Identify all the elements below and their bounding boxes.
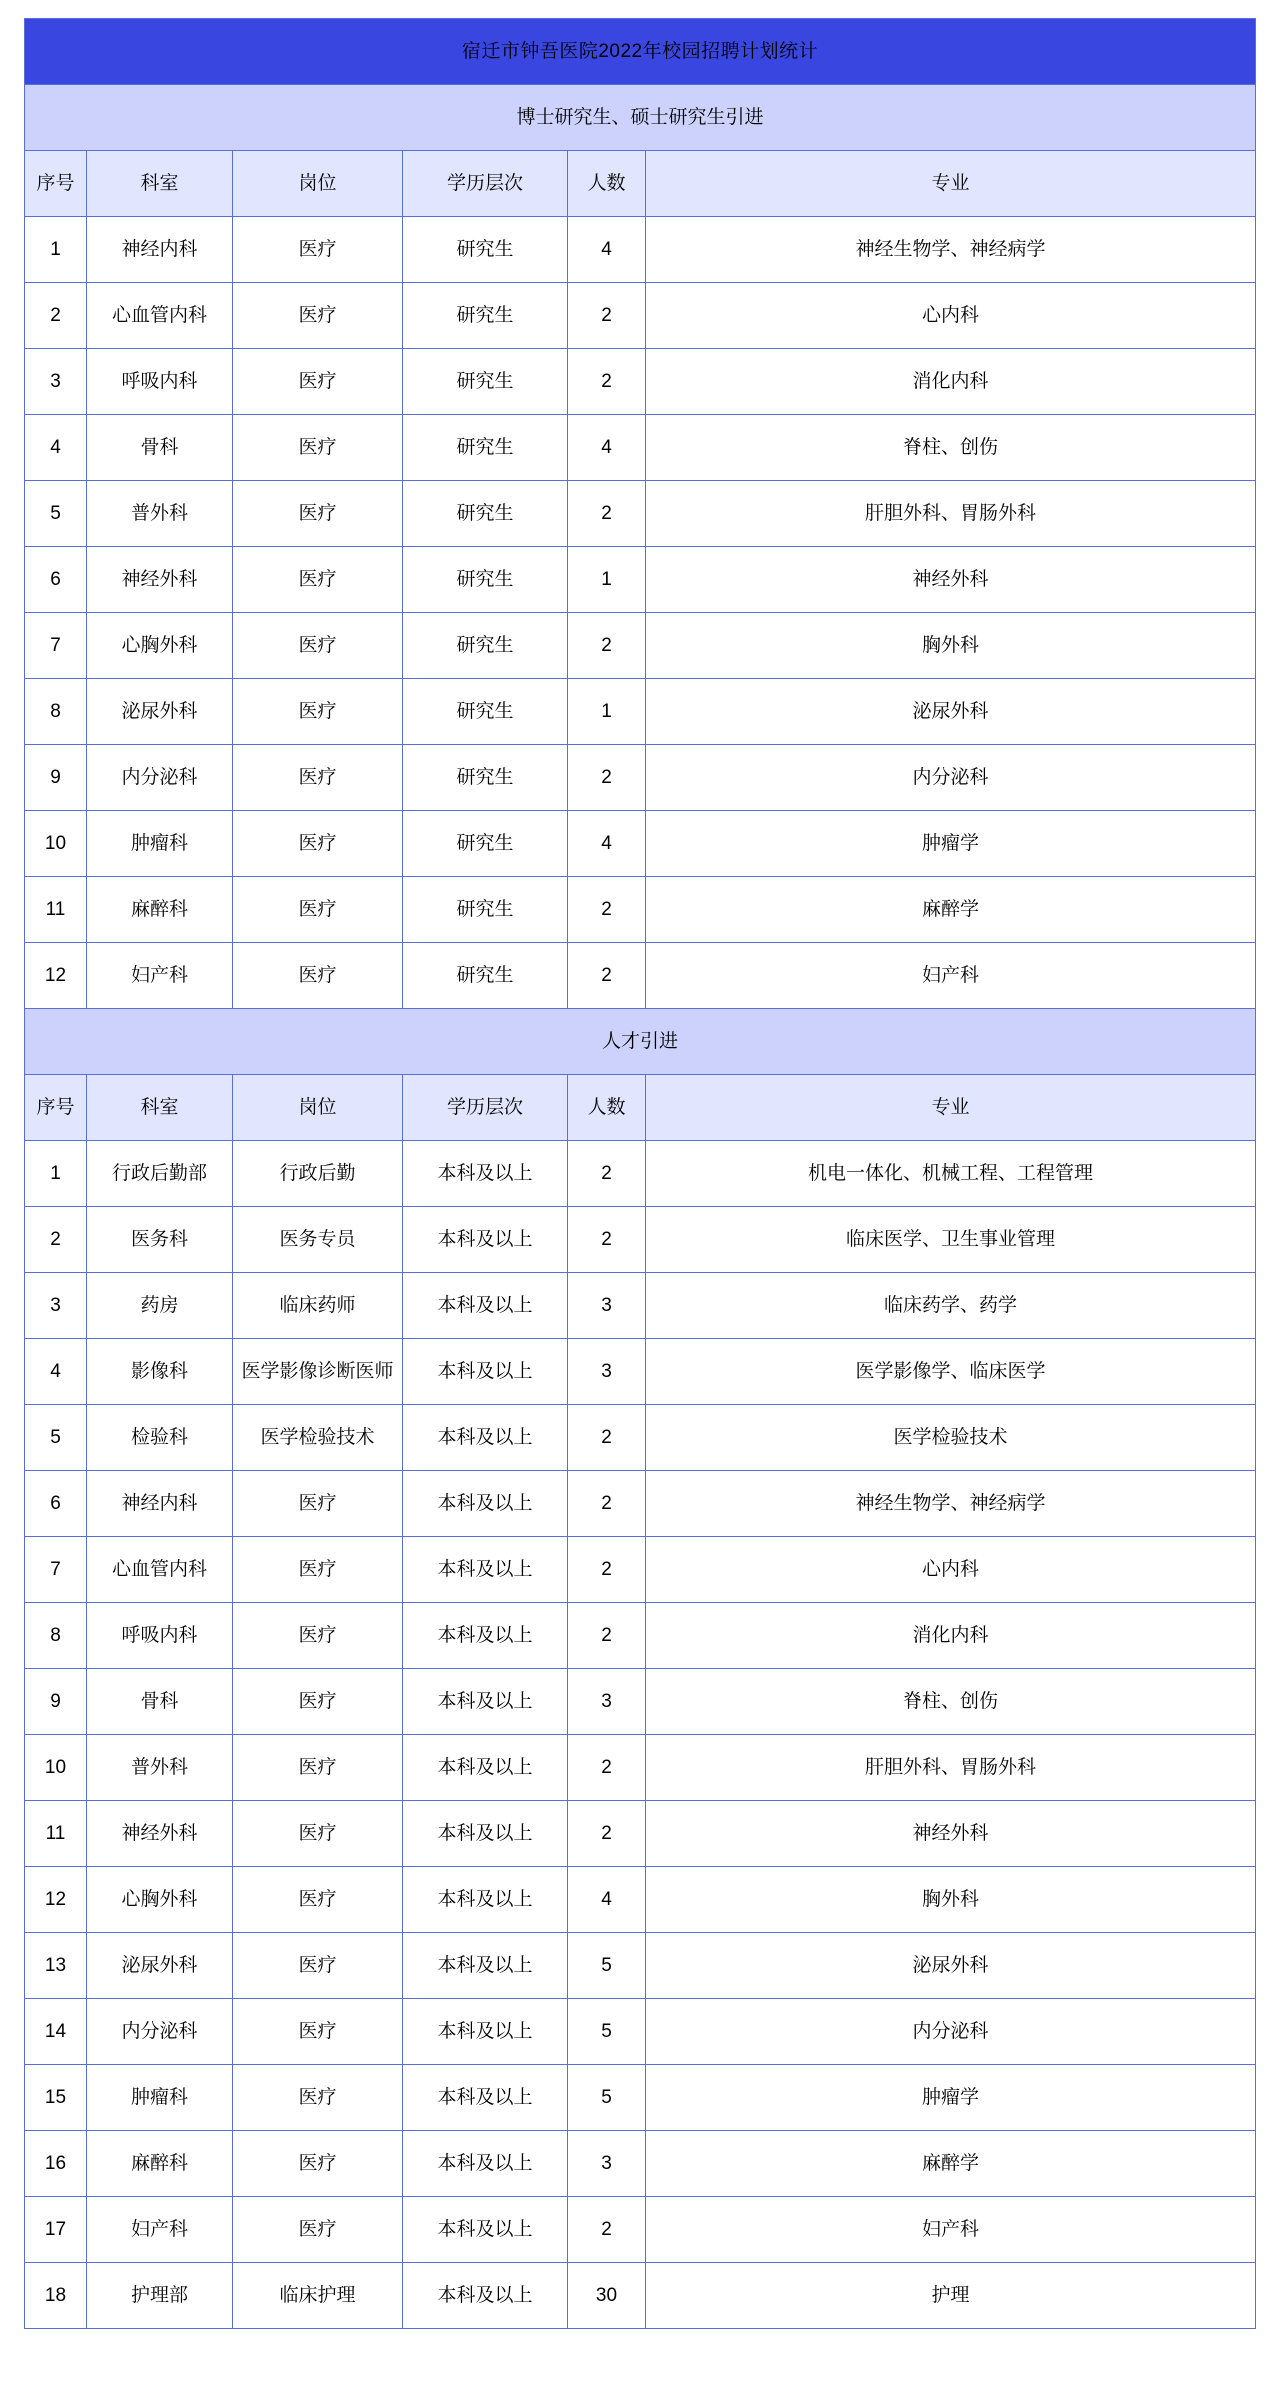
cell-headcount: 4 bbox=[568, 415, 646, 481]
cell-position: 临床护理 bbox=[233, 2263, 403, 2329]
table-row bbox=[25, 2197, 1256, 2263]
cell-index: 7 bbox=[25, 613, 87, 679]
cell-headcount: 2 bbox=[568, 2197, 646, 2263]
table-row bbox=[25, 1933, 1256, 1999]
cell-education: 研究生 bbox=[403, 283, 568, 349]
cell-index: 7 bbox=[25, 1537, 87, 1603]
cell-department: 呼吸内科 bbox=[87, 349, 233, 415]
table-row bbox=[25, 481, 1256, 547]
section-heading-row bbox=[25, 85, 1256, 151]
cell-headcount: 2 bbox=[568, 349, 646, 415]
cell-education: 本科及以上 bbox=[403, 1669, 568, 1735]
cell-department: 肿瘤科 bbox=[87, 2065, 233, 2131]
cell-education: 本科及以上 bbox=[403, 1471, 568, 1537]
table-row bbox=[25, 415, 1256, 481]
cell-index: 4 bbox=[25, 1339, 87, 1405]
cell-position: 医疗 bbox=[233, 547, 403, 613]
cell-department: 护理部 bbox=[87, 2263, 233, 2329]
cell-index: 12 bbox=[25, 1867, 87, 1933]
cell-major: 胸外科 bbox=[646, 613, 1256, 679]
cell-headcount: 5 bbox=[568, 1933, 646, 1999]
cell-education: 研究生 bbox=[403, 613, 568, 679]
column-header: 岗位 bbox=[233, 1075, 403, 1141]
table-row bbox=[25, 283, 1256, 349]
table-row bbox=[25, 1405, 1256, 1471]
cell-index: 6 bbox=[25, 1471, 87, 1537]
cell-education: 本科及以上 bbox=[403, 1801, 568, 1867]
cell-major: 脊柱、创伤 bbox=[646, 1669, 1256, 1735]
cell-headcount: 1 bbox=[568, 547, 646, 613]
cell-headcount: 2 bbox=[568, 1735, 646, 1801]
cell-position: 医疗 bbox=[233, 1933, 403, 1999]
column-header: 序号 bbox=[25, 151, 87, 217]
cell-headcount: 2 bbox=[568, 943, 646, 1009]
cell-department: 肿瘤科 bbox=[87, 811, 233, 877]
cell-index: 11 bbox=[25, 877, 87, 943]
table-row bbox=[25, 1867, 1256, 1933]
cell-position: 医疗 bbox=[233, 1801, 403, 1867]
cell-position: 医疗 bbox=[233, 943, 403, 1009]
cell-index: 14 bbox=[25, 1999, 87, 2065]
cell-major: 消化内科 bbox=[646, 1603, 1256, 1669]
cell-index: 9 bbox=[25, 1669, 87, 1735]
cell-headcount: 4 bbox=[568, 811, 646, 877]
cell-headcount: 3 bbox=[568, 2131, 646, 2197]
cell-headcount: 5 bbox=[568, 1999, 646, 2065]
cell-position: 行政后勤 bbox=[233, 1141, 403, 1207]
table-row bbox=[25, 745, 1256, 811]
section-heading-row bbox=[25, 1009, 1256, 1075]
cell-position: 医疗 bbox=[233, 283, 403, 349]
cell-education: 本科及以上 bbox=[403, 2263, 568, 2329]
cell-major: 临床医学、卫生事业管理 bbox=[646, 1207, 1256, 1273]
cell-headcount: 30 bbox=[568, 2263, 646, 2329]
document-title-row bbox=[25, 19, 1256, 85]
column-header: 岗位 bbox=[233, 151, 403, 217]
cell-position: 医疗 bbox=[233, 613, 403, 679]
column-header: 专业 bbox=[646, 151, 1256, 217]
cell-position: 医疗 bbox=[233, 811, 403, 877]
column-header: 学历层次 bbox=[403, 1075, 568, 1141]
cell-department: 行政后勤部 bbox=[87, 1141, 233, 1207]
cell-headcount: 2 bbox=[568, 1207, 646, 1273]
cell-major: 肝胆外科、胃肠外科 bbox=[646, 1735, 1256, 1801]
cell-department: 检验科 bbox=[87, 1405, 233, 1471]
cell-position: 医疗 bbox=[233, 1999, 403, 2065]
cell-position: 医学影像诊断医师 bbox=[233, 1339, 403, 1405]
cell-headcount: 3 bbox=[568, 1669, 646, 1735]
cell-education: 本科及以上 bbox=[403, 1735, 568, 1801]
cell-education: 研究生 bbox=[403, 877, 568, 943]
cell-major: 泌尿外科 bbox=[646, 1933, 1256, 1999]
table-row bbox=[25, 679, 1256, 745]
cell-major: 神经生物学、神经病学 bbox=[646, 217, 1256, 283]
cell-department: 神经内科 bbox=[87, 1471, 233, 1537]
cell-major: 妇产科 bbox=[646, 2197, 1256, 2263]
cell-department: 呼吸内科 bbox=[87, 1603, 233, 1669]
cell-education: 本科及以上 bbox=[403, 1405, 568, 1471]
table-row bbox=[25, 547, 1256, 613]
cell-department: 内分泌科 bbox=[87, 745, 233, 811]
cell-education: 本科及以上 bbox=[403, 1207, 568, 1273]
cell-headcount: 1 bbox=[568, 679, 646, 745]
table-row bbox=[25, 2065, 1256, 2131]
cell-index: 8 bbox=[25, 1603, 87, 1669]
cell-department: 普外科 bbox=[87, 481, 233, 547]
cell-education: 研究生 bbox=[403, 481, 568, 547]
cell-position: 医疗 bbox=[233, 349, 403, 415]
cell-position: 医疗 bbox=[233, 2131, 403, 2197]
table-row bbox=[25, 943, 1256, 1009]
column-header-row bbox=[25, 151, 1256, 217]
column-header: 科室 bbox=[87, 151, 233, 217]
cell-education: 研究生 bbox=[403, 745, 568, 811]
cell-education: 本科及以上 bbox=[403, 1537, 568, 1603]
cell-department: 泌尿外科 bbox=[87, 679, 233, 745]
cell-major: 妇产科 bbox=[646, 943, 1256, 1009]
cell-department: 神经外科 bbox=[87, 1801, 233, 1867]
cell-department: 心胸外科 bbox=[87, 613, 233, 679]
cell-major: 消化内科 bbox=[646, 349, 1256, 415]
cell-major: 神经外科 bbox=[646, 547, 1256, 613]
cell-department: 医务科 bbox=[87, 1207, 233, 1273]
cell-headcount: 3 bbox=[568, 1339, 646, 1405]
table-row bbox=[25, 877, 1256, 943]
cell-major: 心内科 bbox=[646, 1537, 1256, 1603]
cell-major: 医学影像学、临床医学 bbox=[646, 1339, 1256, 1405]
table-row bbox=[25, 1735, 1256, 1801]
cell-major: 肿瘤学 bbox=[646, 811, 1256, 877]
cell-index: 17 bbox=[25, 2197, 87, 2263]
cell-position: 医务专员 bbox=[233, 1207, 403, 1273]
cell-headcount: 2 bbox=[568, 481, 646, 547]
table-row bbox=[25, 1999, 1256, 2065]
cell-headcount: 2 bbox=[568, 1471, 646, 1537]
cell-major: 内分泌科 bbox=[646, 745, 1256, 811]
cell-education: 本科及以上 bbox=[403, 2197, 568, 2263]
table-row bbox=[25, 613, 1256, 679]
column-header-row bbox=[25, 1075, 1256, 1141]
cell-education: 研究生 bbox=[403, 217, 568, 283]
cell-major: 神经外科 bbox=[646, 1801, 1256, 1867]
table-row bbox=[25, 1471, 1256, 1537]
cell-department: 神经内科 bbox=[87, 217, 233, 283]
table-row bbox=[25, 2263, 1256, 2329]
column-header: 序号 bbox=[25, 1075, 87, 1141]
cell-index: 3 bbox=[25, 349, 87, 415]
cell-index: 2 bbox=[25, 283, 87, 349]
table-row bbox=[25, 1801, 1256, 1867]
recruitment-plan-table bbox=[24, 18, 1256, 2329]
cell-headcount: 3 bbox=[568, 1273, 646, 1339]
cell-index: 5 bbox=[25, 1405, 87, 1471]
cell-index: 16 bbox=[25, 2131, 87, 2197]
cell-position: 医疗 bbox=[233, 877, 403, 943]
cell-headcount: 2 bbox=[568, 1801, 646, 1867]
cell-education: 研究生 bbox=[403, 679, 568, 745]
cell-position: 医疗 bbox=[233, 679, 403, 745]
cell-index: 6 bbox=[25, 547, 87, 613]
cell-headcount: 2 bbox=[568, 745, 646, 811]
table-row bbox=[25, 1273, 1256, 1339]
cell-index: 3 bbox=[25, 1273, 87, 1339]
cell-major: 神经生物学、神经病学 bbox=[646, 1471, 1256, 1537]
section-heading: 博士研究生、硕士研究生引进 bbox=[25, 85, 1256, 151]
cell-index: 18 bbox=[25, 2263, 87, 2329]
table-row bbox=[25, 2131, 1256, 2197]
cell-major: 麻醉学 bbox=[646, 877, 1256, 943]
cell-major: 脊柱、创伤 bbox=[646, 415, 1256, 481]
table-row bbox=[25, 1339, 1256, 1405]
cell-major: 心内科 bbox=[646, 283, 1256, 349]
cell-headcount: 2 bbox=[568, 1603, 646, 1669]
cell-index: 13 bbox=[25, 1933, 87, 1999]
cell-headcount: 2 bbox=[568, 1141, 646, 1207]
cell-department: 麻醉科 bbox=[87, 2131, 233, 2197]
table-row bbox=[25, 1603, 1256, 1669]
cell-headcount: 4 bbox=[568, 217, 646, 283]
cell-department: 心血管内科 bbox=[87, 1537, 233, 1603]
cell-major: 肿瘤学 bbox=[646, 2065, 1256, 2131]
cell-index: 4 bbox=[25, 415, 87, 481]
cell-position: 医疗 bbox=[233, 1669, 403, 1735]
cell-position: 医疗 bbox=[233, 745, 403, 811]
cell-education: 本科及以上 bbox=[403, 1603, 568, 1669]
cell-education: 本科及以上 bbox=[403, 1339, 568, 1405]
table-row bbox=[25, 349, 1256, 415]
cell-position: 临床药师 bbox=[233, 1273, 403, 1339]
cell-department: 骨科 bbox=[87, 1669, 233, 1735]
column-header: 专业 bbox=[646, 1075, 1256, 1141]
cell-index: 10 bbox=[25, 1735, 87, 1801]
cell-education: 本科及以上 bbox=[403, 2131, 568, 2197]
cell-position: 医疗 bbox=[233, 2065, 403, 2131]
cell-education: 本科及以上 bbox=[403, 1141, 568, 1207]
cell-headcount: 2 bbox=[568, 1537, 646, 1603]
cell-department: 神经外科 bbox=[87, 547, 233, 613]
cell-position: 医疗 bbox=[233, 1867, 403, 1933]
cell-education: 研究生 bbox=[403, 349, 568, 415]
cell-department: 妇产科 bbox=[87, 2197, 233, 2263]
cell-department: 骨科 bbox=[87, 415, 233, 481]
cell-headcount: 5 bbox=[568, 2065, 646, 2131]
table-row bbox=[25, 811, 1256, 877]
cell-index: 8 bbox=[25, 679, 87, 745]
cell-department: 影像科 bbox=[87, 1339, 233, 1405]
cell-education: 研究生 bbox=[403, 943, 568, 1009]
table-row bbox=[25, 217, 1256, 283]
cell-department: 普外科 bbox=[87, 1735, 233, 1801]
table-row bbox=[25, 1207, 1256, 1273]
cell-major: 肝胆外科、胃肠外科 bbox=[646, 481, 1256, 547]
cell-education: 本科及以上 bbox=[403, 1933, 568, 1999]
page-title: 宿迁市钟吾医院2022年校园招聘计划统计 bbox=[25, 19, 1256, 85]
cell-position: 医疗 bbox=[233, 1471, 403, 1537]
cell-position: 医疗 bbox=[233, 2197, 403, 2263]
table-body bbox=[25, 19, 1256, 2329]
cell-department: 药房 bbox=[87, 1273, 233, 1339]
cell-department: 心血管内科 bbox=[87, 283, 233, 349]
section-heading: 人才引进 bbox=[25, 1009, 1256, 1075]
cell-major: 机电一体化、机械工程、工程管理 bbox=[646, 1141, 1256, 1207]
cell-headcount: 4 bbox=[568, 1867, 646, 1933]
cell-index: 2 bbox=[25, 1207, 87, 1273]
cell-position: 医疗 bbox=[233, 217, 403, 283]
cell-index: 9 bbox=[25, 745, 87, 811]
cell-department: 泌尿外科 bbox=[87, 1933, 233, 1999]
table-row bbox=[25, 1141, 1256, 1207]
cell-position: 医疗 bbox=[233, 1735, 403, 1801]
cell-major: 胸外科 bbox=[646, 1867, 1256, 1933]
cell-education: 本科及以上 bbox=[403, 1867, 568, 1933]
cell-index: 12 bbox=[25, 943, 87, 1009]
column-header: 科室 bbox=[87, 1075, 233, 1141]
cell-index: 11 bbox=[25, 1801, 87, 1867]
column-header: 人数 bbox=[568, 151, 646, 217]
cell-index: 5 bbox=[25, 481, 87, 547]
cell-position: 医疗 bbox=[233, 1603, 403, 1669]
cell-education: 研究生 bbox=[403, 415, 568, 481]
cell-position: 医疗 bbox=[233, 1537, 403, 1603]
cell-major: 医学检验技术 bbox=[646, 1405, 1256, 1471]
cell-major: 护理 bbox=[646, 2263, 1256, 2329]
cell-education: 研究生 bbox=[403, 547, 568, 613]
cell-major: 麻醉学 bbox=[646, 2131, 1256, 2197]
column-header: 学历层次 bbox=[403, 151, 568, 217]
cell-position: 医疗 bbox=[233, 481, 403, 547]
cell-index: 1 bbox=[25, 217, 87, 283]
cell-department: 心胸外科 bbox=[87, 1867, 233, 1933]
cell-education: 研究生 bbox=[403, 811, 568, 877]
cell-major: 临床药学、药学 bbox=[646, 1273, 1256, 1339]
column-header: 人数 bbox=[568, 1075, 646, 1141]
cell-headcount: 2 bbox=[568, 877, 646, 943]
cell-major: 泌尿外科 bbox=[646, 679, 1256, 745]
cell-index: 1 bbox=[25, 1141, 87, 1207]
cell-index: 10 bbox=[25, 811, 87, 877]
cell-position: 医疗 bbox=[233, 415, 403, 481]
table-row bbox=[25, 1537, 1256, 1603]
cell-department: 妇产科 bbox=[87, 943, 233, 1009]
cell-education: 本科及以上 bbox=[403, 2065, 568, 2131]
cell-department: 麻醉科 bbox=[87, 877, 233, 943]
cell-education: 本科及以上 bbox=[403, 1999, 568, 2065]
cell-major: 内分泌科 bbox=[646, 1999, 1256, 2065]
cell-headcount: 2 bbox=[568, 1405, 646, 1471]
cell-position: 医学检验技术 bbox=[233, 1405, 403, 1471]
cell-headcount: 2 bbox=[568, 613, 646, 679]
cell-department: 内分泌科 bbox=[87, 1999, 233, 2065]
cell-education: 本科及以上 bbox=[403, 1273, 568, 1339]
cell-index: 15 bbox=[25, 2065, 87, 2131]
table-row bbox=[25, 1669, 1256, 1735]
cell-headcount: 2 bbox=[568, 283, 646, 349]
